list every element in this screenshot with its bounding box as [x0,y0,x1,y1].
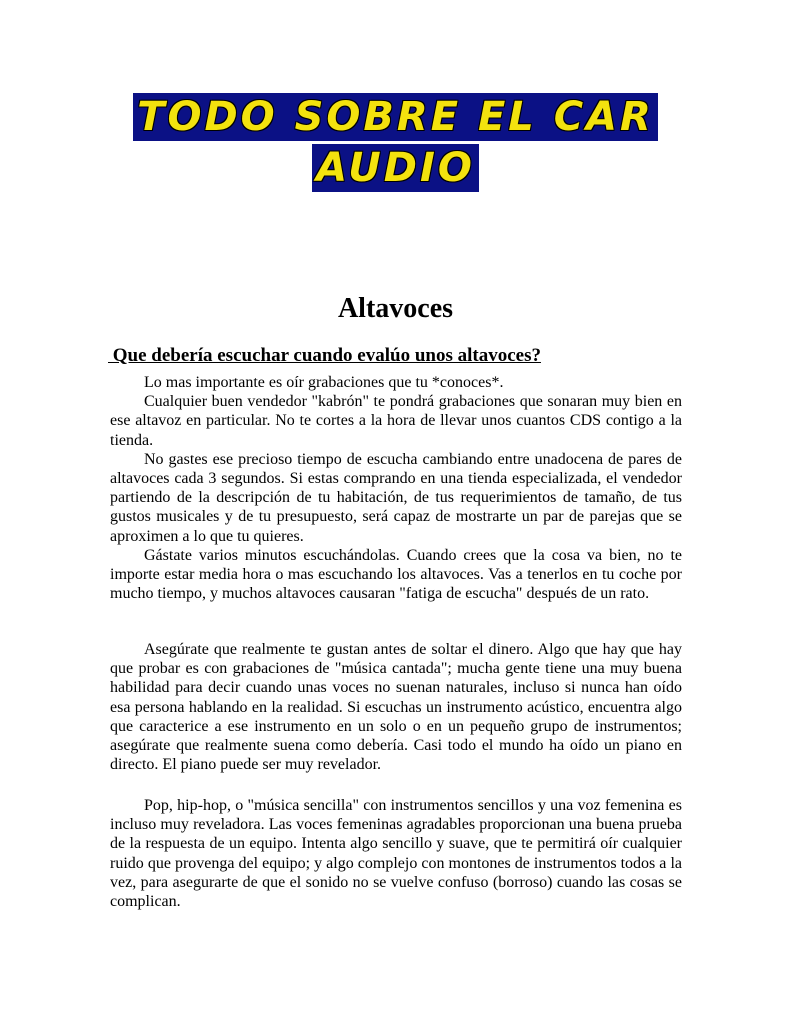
section-heading: Que debería escuchar cuando evalúo unos altavoces? [108,345,541,366]
body-section-2 [110,640,682,774]
title-banner-line-2 [0,144,791,192]
page-title: Altavoces [337,293,454,324]
title-banner-line-1 [0,93,791,141]
paragraph: Gástate varios minutos escuchándolas. Cuando crees que la cosa va bien, no te importe estar media hora o mas escuchando los altavoces. Vas a tenerlos en tu coche por mucho tiempo, y muchos altavoces causaran "fatiga de escucha" después de un rato. [110,546,682,603]
banner-text-2: AUDIO [312,144,479,192]
paragraph: Cualquier buen vendedor "kabrón" te pondrá grabaciones que sonaran muy bien en ese altavoz en particular. No te cortes a la hora de llevar unos cuantos CDS contigo a la tienda. [110,393,682,449]
paragraph: Lo mas importante es oír grabaciones que tu *conoces*. [144,374,504,391]
body-section-1 [110,373,682,603]
body-section-3 [110,796,682,911]
banner-text-1: TODO SOBRE EL CAR [133,93,658,141]
paragraph: Asegúrate que realmente te gustan antes de soltar el dinero. Algo que hay que hay que probar es con grabaciones de "música cantada"; mucha gente tiene una muy buena habilidad para decir cuando unas voces no suenan naturales, incluso si nunca han oído esa persona hablando en la realidad. Si escuchas un instrumento acústico, encuentra algo que caracterice a ese instrumento en un solo o en un pequeño grupo de instrumentos; asegúrate que realmente suena como debería. Casi todo el mundo ha oído un piano en directo. El piano puede ser muy revelador. [110,641,682,774]
paragraph: No gastes ese precioso tiempo de escucha cambiando entre unadocena de pares de altavoces cada 3 segundos. Si estas comprando en una tienda especializada, el vendedor partiendo de la descripción de tu habitación, de tus requerimientos de tamaño, de tus gustos musicales y de tu presupuesto, será capaz de mostrarte un par de parejas que se aproximen a lo que tu quieres. [110,450,682,545]
paragraph: Pop, hip-hop, o "música sencilla" con instrumentos sencillos y una voz femenina es incluso muy reveladora. Las voces femeninas agradables proporcionan una buena prueba de la respuesta de un equipo. Intenta algo sencillo y suave, que te permitirá oír cualquier ruido que provenga del equipo; y algo complejo con montones de instrumentos todos a la vez, para asegurarte de que el sonido no se vuelve confuso (borroso) cuando las cosas se complican. [110,797,682,911]
